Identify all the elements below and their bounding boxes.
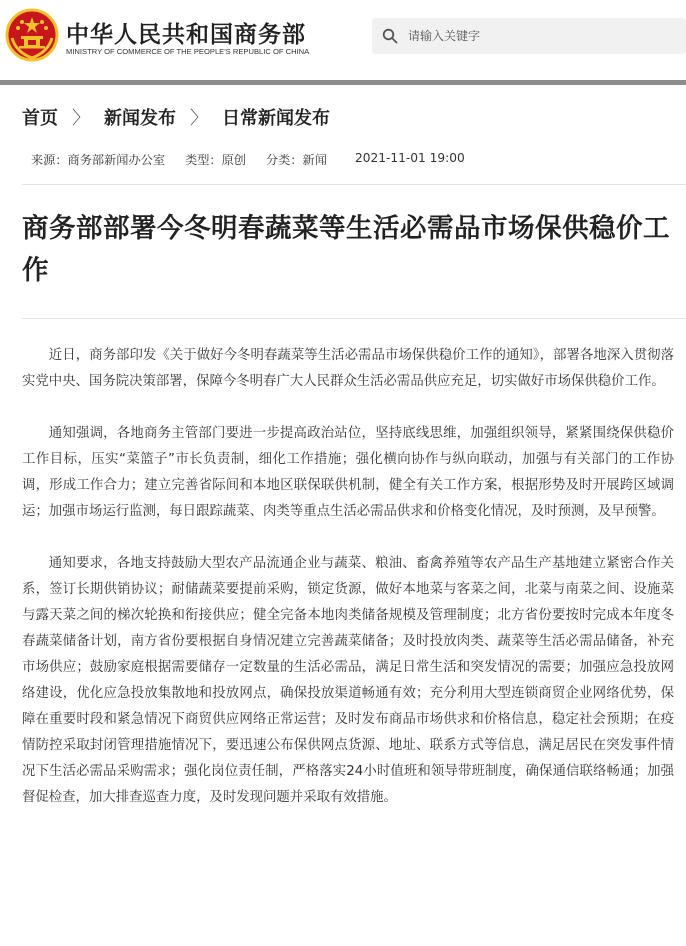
article-body bbox=[22, 343, 674, 837]
article-paragraph: 通知要求，各地支持鼓励大型农产品流通企业与蔬菜、粮油、畜禽养殖等农产品生产基地建立紧密合作关系，签订长期供销协议；耐储蔬菜要提前采购，锁定货源，做好本地菜与客菜之间，北菜与南菜之间、设施菜与露天菜之间的梯次轮换和衔接供应；健全完备本地肉类储备规模及管理制度；北方省份要按时完成本年度冬春蔬菜储备计划，南方省份要根据自身情况建立完善蔬菜储备；及时投放肉类、蔬菜等生活必需品储备，补充市场供应；鼓励家庭根据需要储存一定数量的生活必需品，满足日常生活和突发情况的需要；加强应急投放网络建设，优化应急投放集散地和投放网点，确保投放渠道畅通有效；充分利用大型连锁商贸企业网络优势，保障在重要时段和紧急情况下商贸供应网络正常运营；及时发布商品市场供求和价格信息，稳定社会预期；在疫情防控采取封闭管理措施情况下，要迅速公布保供网点货源、地址、联系方式等信息，满足居民在突发事件情况下生活必需品采购需求；强化岗位责任制，严格落实24小时值班和领导带班制度，确保通信联络畅通；加强督促检查，加大排查巡查力度，及时发现问题并采取有效措施。 bbox=[22, 556, 674, 805]
breadcrumb-home[interactable]: 首页 bbox=[22, 108, 58, 129]
site-header bbox=[0, 0, 686, 80]
search-icon[interactable] bbox=[382, 28, 398, 44]
meta-category: 分类：新闻 bbox=[266, 153, 327, 167]
meta-source: 来源：商务部新闻办公室 bbox=[31, 153, 166, 167]
header-divider-bar bbox=[0, 80, 686, 85]
meta-divider bbox=[22, 184, 686, 185]
breadcrumb bbox=[22, 104, 330, 130]
meta-date: 2021-11-01 19:00 bbox=[354, 151, 465, 165]
breadcrumb-daily-news[interactable]: 日常新闻发布 bbox=[222, 108, 330, 129]
article-paragraph: 近日，商务部印发《关于做好今冬明春蔬菜等生活必需品市场保供稳价工作的通知》，部署各地深入贯彻落实党中央、国务院决策部署，保障今冬明春广大人民群众生活必需品供应充足，切实做好市场保供稳价工作。 bbox=[22, 348, 674, 389]
site-name-en: MINISTRY OF COMMERCE OF THE PEOPLE'S REPUBLIC OF CHINA bbox=[66, 47, 310, 56]
breadcrumb-separator: 〉 bbox=[190, 108, 208, 129]
search-input[interactable] bbox=[408, 18, 678, 54]
meta-type: 类型：原创 bbox=[185, 153, 246, 167]
breadcrumb-separator: 〉 bbox=[72, 108, 90, 129]
search-box bbox=[372, 18, 686, 54]
article-title: 商务部部署今冬明春蔬菜等生活必需品市场保供稳价工作 bbox=[22, 213, 670, 286]
site-name-cn[interactable]: 中华人民共和国商务部 bbox=[66, 22, 306, 48]
national-emblem-icon[interactable] bbox=[4, 8, 60, 64]
article-meta bbox=[31, 151, 465, 168]
breadcrumb-news-release[interactable]: 新闻发布 bbox=[104, 108, 176, 129]
title-divider bbox=[22, 318, 686, 319]
article-paragraph: 通知强调，各地商务主管部门要进一步提高政治站位，坚持底线思维，加强组织领导，紧紧围绕保供稳价工作目标，压实“菜篮子”市长负责制，细化工作措施；强化横向协作与纵向联动，加强与有关部门的工作协调，形成工作合力；建立完善省际间和本地区联保联供机制，健全有关工作方案，根据形势及时开展跨区域调运；加强市场运行监测，每日跟踪蔬菜、肉类等重点生活必需品供求和价格变化情况，及时预测，及早预警。 bbox=[22, 426, 674, 519]
